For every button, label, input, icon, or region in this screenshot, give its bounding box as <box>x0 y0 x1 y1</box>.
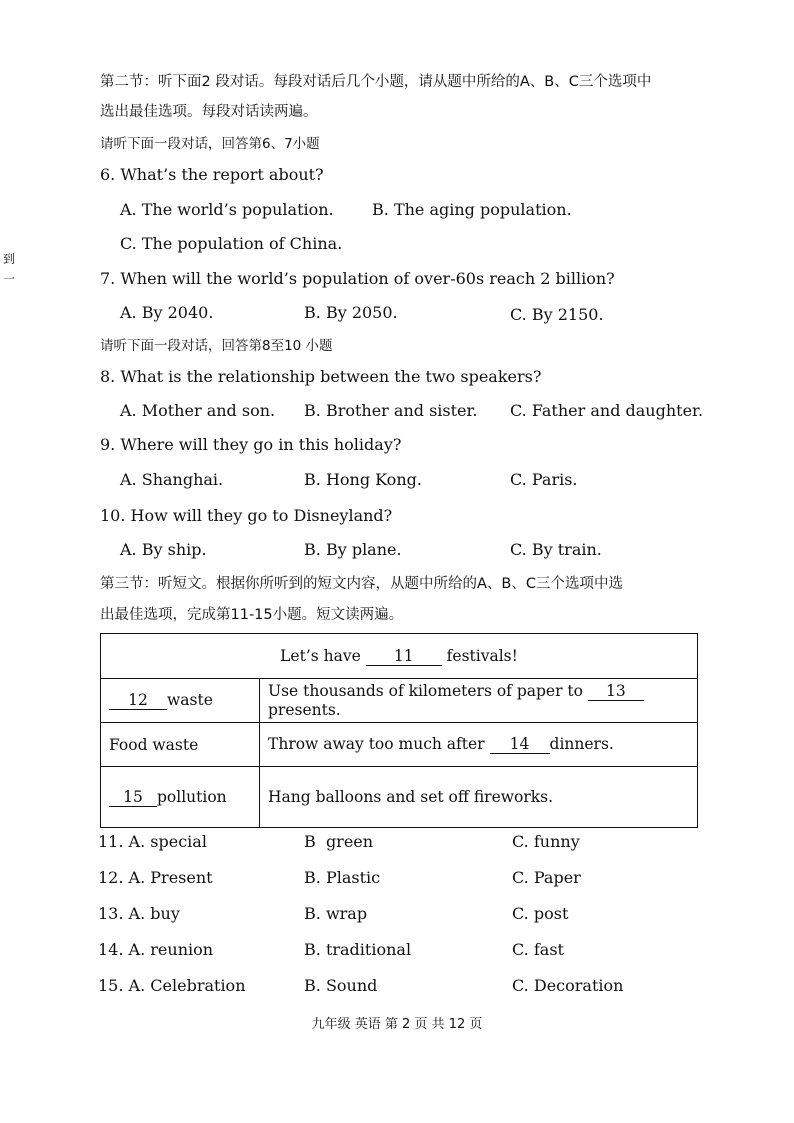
option-c: C. funny <box>512 832 580 851</box>
option-b: B. Brother and sister. <box>304 401 478 420</box>
option-c: C. Paper <box>512 868 581 887</box>
option-a: A. By 2040. <box>120 303 214 322</box>
table-cell: Food waste <box>101 723 260 767</box>
question-10 <box>100 506 392 526</box>
option-b: B. By 2050. <box>304 303 398 322</box>
question-6 <box>100 165 324 185</box>
question-number: 7. <box>100 269 116 288</box>
option-a: A. Mother and son. <box>120 401 276 420</box>
option-c: C. fast <box>512 940 564 959</box>
option-b: B. Sound <box>304 976 378 995</box>
question-number: 10. <box>100 506 126 525</box>
option-a: A. Shanghai. <box>120 470 224 489</box>
question-9 <box>100 435 401 455</box>
blank-15: 15 <box>109 788 157 807</box>
blank-12: 12 <box>109 691 167 710</box>
mc-question-12: 12. A. Present <box>98 868 213 887</box>
question-number: 6. <box>100 165 116 184</box>
table-cell: Use thousands of kilometers of paper to 13presents. <box>260 679 698 723</box>
option-b: B green <box>304 832 374 851</box>
question-text: When will the world’s population of over-60s reach 2 billion? <box>120 269 615 288</box>
section3-instruction: 出最佳选项，完成第11-15小题。短文读两遍。 <box>100 607 404 623</box>
option-b: B. Plastic <box>304 868 381 887</box>
question-number: 8. <box>100 367 116 386</box>
question-text: Where will they go in this holiday? <box>120 435 402 454</box>
option-c: C. Decoration <box>512 976 624 995</box>
margin-mark: 一 <box>3 272 16 286</box>
table-cell: 12 waste <box>101 679 260 723</box>
option-c: C. Father and daughter. <box>510 401 704 420</box>
option-b: B. wrap <box>304 904 368 923</box>
festival-table <box>100 633 698 828</box>
option-b: B. traditional <box>304 940 412 959</box>
question-8 <box>100 367 541 387</box>
question-text: What is the relationship between the two speakers? <box>120 367 542 386</box>
table-cell: Hang balloons and set off fireworks. <box>260 767 698 828</box>
table-cell: Throw away too much after 14 dinners. <box>260 723 698 767</box>
option-b: B. Hong Kong. <box>304 470 422 489</box>
option-b: B. The aging population. <box>372 200 572 219</box>
option-c: C. By train. <box>510 540 602 559</box>
question-text: How will they go to Disneyland? <box>130 506 393 525</box>
blank-11: 11 <box>366 647 442 666</box>
dialog-prompt: 请听下面一段对话，回答第6、7小题 <box>100 136 320 152</box>
question-7 <box>100 269 615 289</box>
blank-14: 14 <box>490 735 550 754</box>
mc-question-11: 11. A. special <box>98 832 207 851</box>
mc-question-14: 14. A. reunion <box>98 940 214 959</box>
table-row <box>101 723 698 767</box>
page-footer: 九年级 英语 第 2 页 共 12 页 <box>311 1017 483 1032</box>
question-text: What’s the report about? <box>120 165 324 184</box>
option-c: C. post <box>512 904 569 923</box>
section2-instruction: 第二节：听下面2 段对话。每段对话后几个小题，请从题中所给的A、B、C三个选项中 <box>100 74 652 90</box>
question-number: 9. <box>100 435 116 454</box>
dialog-prompt: 请听下面一段对话，回答第8至10 小题 <box>100 338 333 354</box>
table-title-row <box>101 634 698 679</box>
option-c: C. Paris. <box>510 470 578 489</box>
blank-13: 13 <box>588 682 644 701</box>
mc-question-13: 13. A. buy <box>98 904 180 923</box>
mc-question-15: 15. A. Celebration <box>98 976 246 995</box>
table-row <box>101 679 698 723</box>
margin-mark: 到 <box>3 252 16 266</box>
section3-instruction: 第三节：听短文。根据你所听到的短文内容，从题中所给的A、B、C三个选项中选 <box>100 576 623 592</box>
table-cell: 15 pollution <box>101 767 260 828</box>
option-c: C. By 2150. <box>510 305 604 324</box>
option-b: B. By plane. <box>304 540 402 559</box>
table-title: Let’s have 11 festivals! <box>101 634 698 679</box>
table-row <box>101 767 698 828</box>
option-c: C. The population of China. <box>120 234 343 253</box>
section2-instruction: 选出最佳选项。每段对话读两遍。 <box>100 104 318 120</box>
option-a: A. By ship. <box>120 540 207 559</box>
option-a: A. The world’s population. <box>120 200 334 219</box>
